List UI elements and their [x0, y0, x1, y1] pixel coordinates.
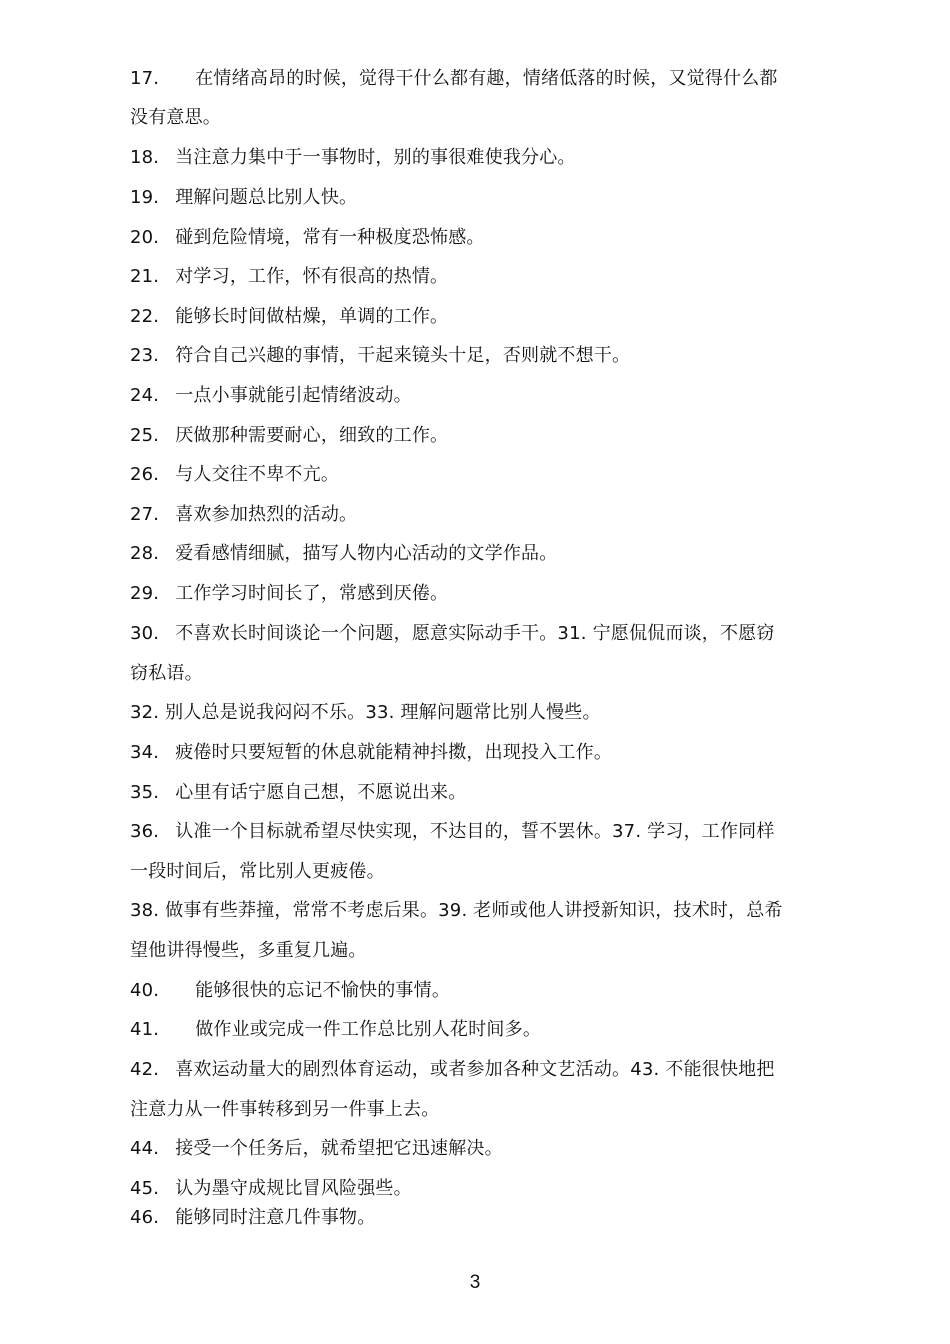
item-text: 喜欢运动量大的剧烈体育运动，或者参加各种文艺活动。43. 不能很快地把: [175, 1059, 775, 1080]
item-text: 喜欢参加热烈的活动。: [175, 504, 358, 525]
page-number: 3: [469, 1272, 481, 1293]
item-text: 爱看感情细腻，描写人物内心活动的文学作品。: [175, 543, 558, 564]
item-text: 能够长时间做枯燥，单调的工作。: [175, 306, 449, 327]
list-item: [130, 980, 450, 1002]
item-number: 22.: [130, 306, 160, 327]
list-item: [130, 742, 612, 764]
item-number: 18.: [130, 147, 160, 168]
item-text: 在情绪高昂的时候，觉得干什么都有趣，情绪低落的时候，又觉得什么都: [195, 68, 778, 89]
list-item: [130, 623, 775, 645]
item-number: 27.: [130, 504, 160, 525]
item-number: 45.: [130, 1178, 160, 1199]
list-item: [130, 464, 339, 486]
list-item: [130, 227, 485, 249]
item-text: 当注意力集中于一事物时，别的事很难使我分心。: [175, 147, 576, 168]
item-text: 38. 做事有些莽撞，常常不考虑后果。39. 老师或他人讲授新知识，技术时，总希: [130, 900, 783, 921]
list-item: [130, 1019, 541, 1041]
item-text: 没有意思。: [130, 107, 221, 128]
item-text: 工作学习时间长了，常感到厌倦。: [175, 583, 449, 604]
list-item: [130, 583, 448, 605]
item-text: 不喜欢长时间谈论一个问题，愿意实际动手干。31. 宁愿侃侃而谈，不愿窃: [175, 623, 775, 644]
item-number: 24.: [130, 385, 160, 406]
list-item: [130, 147, 576, 169]
item-text: 对学习，工作，怀有很高的热情。: [175, 266, 449, 287]
list-item: [130, 543, 557, 565]
item-text: 认准一个目标就希望尽快实现，不达目的，誓不罢休。37. 学习，工作同样: [175, 821, 775, 842]
list-item: [130, 306, 448, 328]
item-text: 认为墨守成规比冒风险强些。: [175, 1178, 412, 1199]
item-text: 能够很快的忘记不愉快的事情。: [195, 980, 451, 1001]
list-item: [130, 385, 412, 407]
list-item: [130, 782, 466, 804]
item-number: 20.: [130, 227, 160, 248]
item-text: 符合自己兴趣的事情，干起来镜头十足，否则就不想干。: [175, 345, 631, 366]
list-item: [130, 1099, 439, 1121]
item-text: 一段时间后，常比别人更疲倦。: [130, 861, 385, 882]
item-text: 注意力从一件事转移到另一件事上去。: [130, 1099, 440, 1120]
list-item: [130, 1178, 412, 1200]
list-item: [130, 702, 601, 724]
list-item: [130, 504, 357, 526]
list-item: [130, 861, 385, 883]
item-number: 41.: [130, 1019, 160, 1040]
item-text: 做作业或完成一件工作总比别人花时间多。: [195, 1019, 542, 1040]
list-item: [130, 187, 357, 209]
list-item: [130, 266, 448, 288]
item-number: 42.: [130, 1059, 160, 1080]
item-text: 厌做那种需要耐心，细致的工作。: [175, 425, 449, 446]
item-number: 28.: [130, 543, 160, 564]
item-number: 19.: [130, 187, 160, 208]
item-text: 一点小事就能引起情绪波动。: [175, 385, 412, 406]
item-number: 46.: [130, 1207, 160, 1228]
item-number: 36.: [130, 821, 160, 842]
item-number: 21.: [130, 266, 160, 287]
item-text: 与人交往不卑不亢。: [175, 464, 340, 485]
list-item: [130, 425, 448, 447]
item-number: 25.: [130, 425, 160, 446]
list-item: [130, 68, 778, 90]
item-text: 能够同时注意几件事物。: [175, 1207, 376, 1228]
item-text: 疲倦时只要短暂的休息就能精神抖擞，出现投入工作。: [175, 742, 613, 763]
list-item: [130, 821, 775, 843]
item-number: 35.: [130, 782, 160, 803]
item-text: 望他讲得慢些，多重复几遍。: [130, 940, 367, 961]
list-item: [130, 107, 221, 129]
list-item: [130, 1059, 775, 1081]
list-item: [130, 940, 367, 962]
item-number: 40.: [130, 980, 160, 1001]
list-item: [130, 663, 203, 685]
list-item: [130, 345, 630, 367]
item-number: 34.: [130, 742, 160, 763]
item-text: 碰到危险情境，常有一种极度恐怖感。: [175, 227, 485, 248]
item-number: 29.: [130, 583, 160, 604]
item-number: 26.: [130, 464, 160, 485]
item-number: 23.: [130, 345, 160, 366]
item-number: 44.: [130, 1138, 160, 1159]
item-text: 接受一个任务后，就希望把它迅速解决。: [175, 1138, 503, 1159]
item-text: 窃私语。: [130, 663, 203, 684]
item-text: 理解问题总比别人快。: [175, 187, 358, 208]
list-item: [130, 1207, 375, 1229]
list-item: [130, 1138, 503, 1160]
item-number: 30.: [130, 623, 160, 644]
list-item: [130, 900, 783, 922]
item-text: 心里有话宁愿自己想，不愿说出来。: [175, 782, 467, 803]
item-number: 17.: [130, 68, 160, 89]
item-text: 32. 别人总是说我闷闷不乐。33. 理解问题常比别人慢些。: [130, 702, 601, 723]
